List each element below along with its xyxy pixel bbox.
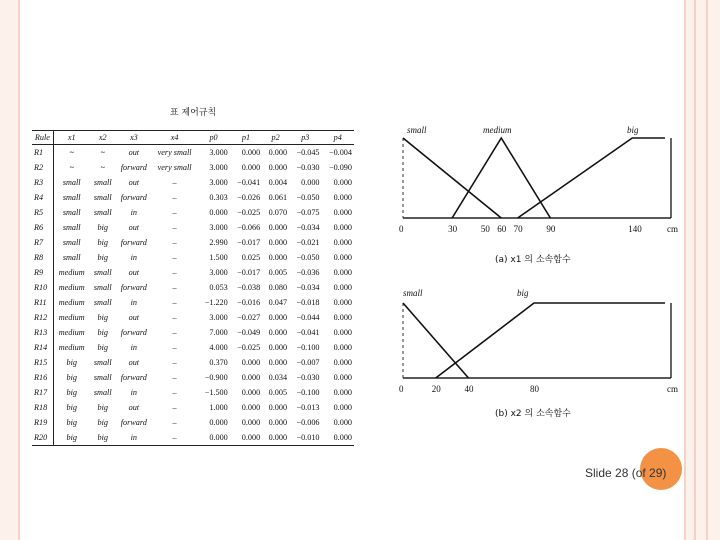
tick-label: 40 — [464, 384, 474, 394]
column-header: Rule — [32, 131, 53, 145]
table-cell: very small — [157, 163, 192, 172]
table-cell: – — [172, 373, 177, 382]
table-cell: 0.000 — [333, 373, 352, 382]
table-cell: – — [172, 193, 177, 202]
table-cell: 0.000 — [241, 373, 261, 382]
table-cell: big — [97, 238, 108, 247]
table-cell: 0.000 — [333, 358, 352, 367]
table-cell: – — [172, 268, 177, 277]
table-row — [32, 220, 354, 235]
table-cell: small — [93, 268, 112, 277]
tick-label: cm — [667, 224, 678, 234]
table-cell: medium — [58, 313, 85, 322]
table-cell: −0.013 — [296, 403, 320, 412]
table-cell: −0.050 — [296, 193, 320, 202]
table-cell: – — [172, 403, 177, 412]
slide-number: Slide 28 (of 29) — [585, 466, 667, 480]
table-cell: forward — [120, 193, 147, 202]
table-cell: ~ — [100, 163, 105, 172]
control-rules-table-figure — [30, 105, 356, 455]
table-cell: forward — [120, 163, 147, 172]
table-row — [32, 355, 354, 370]
table-cell: R4 — [32, 190, 53, 205]
table-row — [32, 280, 354, 295]
left-border-decoration — [0, 0, 20, 540]
table-cell: out — [128, 223, 140, 232]
column-header: p0 — [197, 131, 229, 145]
table-cell: 0.000 — [268, 223, 288, 232]
table-cell: – — [172, 298, 177, 307]
table-cell: 0.370 — [209, 358, 228, 367]
table-cell: forward — [120, 373, 147, 382]
column-header: x1 — [53, 131, 89, 145]
table-cell: 0.000 — [241, 388, 261, 397]
set-label-big: big — [517, 288, 529, 298]
table-cell: 3.000 — [209, 223, 228, 232]
table-cell: 0.000 — [333, 223, 352, 232]
table-cell: 0.000 — [333, 343, 352, 352]
membership-curve-small — [403, 138, 501, 218]
table-cell: 2.990 — [209, 238, 228, 247]
graph-caption: (b) x2 의 소속함수 — [495, 409, 571, 419]
tick-label: 20 — [431, 384, 441, 394]
table-cell: −0.025 — [237, 343, 261, 352]
table-cell: −0.030 — [296, 373, 320, 382]
table-cell: big — [66, 358, 77, 367]
table-cell: 0.025 — [241, 253, 261, 262]
table-cell: 0.080 — [268, 283, 288, 292]
table-cell: −0.016 — [237, 298, 261, 307]
table-row — [32, 265, 354, 280]
table-cell: small — [62, 253, 81, 262]
table-cell: – — [172, 388, 177, 397]
table-row — [32, 145, 354, 161]
table-cell: small — [62, 238, 81, 247]
table-cell: −0.044 — [296, 313, 320, 322]
table-cell: 0.000 — [333, 283, 352, 292]
table-cell: small — [62, 223, 81, 232]
table-cell: out — [128, 148, 140, 157]
table-cell: small — [93, 388, 112, 397]
table-cell: −0.004 — [328, 148, 352, 157]
table-cell: 0.000 — [262, 430, 289, 446]
table-cell: big — [97, 253, 108, 262]
table-cell: −0.021 — [296, 238, 320, 247]
table-cell: 0.000 — [268, 418, 288, 427]
table-cell: 1.000 — [209, 403, 228, 412]
table-cell: 0.000 — [241, 148, 261, 157]
table-cell: 0.004 — [268, 178, 288, 187]
table-cell: 0.000 — [197, 430, 229, 446]
table-caption: 표 제어규칙 — [169, 108, 217, 118]
tick-label: 140 — [628, 224, 642, 234]
table-cell: small — [62, 208, 81, 217]
table-cell: out — [128, 178, 140, 187]
membership-graph-a-svg — [395, 118, 685, 268]
table-cell: 0.000 — [241, 358, 261, 367]
table-row — [32, 190, 354, 205]
table-cell: – — [172, 283, 177, 292]
table-cell: – — [172, 358, 177, 367]
table-cell: – — [172, 253, 177, 262]
right-border-decoration — [684, 0, 720, 540]
table-row — [32, 295, 354, 310]
table-cell: 0.000 — [268, 313, 288, 322]
table-cell: – — [172, 238, 177, 247]
table-cell: 0.000 — [268, 328, 288, 337]
graph-caption: (a) x1 의 소속함수 — [495, 255, 571, 265]
column-header: p3 — [289, 131, 321, 145]
table-row — [32, 385, 354, 400]
table-cell: 0.000 — [333, 178, 352, 187]
table-cell: big — [90, 430, 116, 446]
table-cell: −0.026 — [237, 193, 261, 202]
table-cell: R16 — [32, 370, 53, 385]
table-cell: 3.000 — [209, 163, 228, 172]
table-cell: −0.050 — [296, 253, 320, 262]
table-cell: 0.000 — [322, 430, 354, 446]
table-cell: −0.025 — [237, 208, 261, 217]
table-cell: small — [93, 298, 112, 307]
table-cell: big — [66, 373, 77, 382]
table-cell: small — [93, 178, 112, 187]
table-row — [32, 310, 354, 325]
table-cell: R5 — [32, 205, 53, 220]
table-cell: out — [128, 358, 140, 367]
table-cell: −0.100 — [296, 388, 320, 397]
table-cell: 0.303 — [209, 193, 228, 202]
tick-label: 80 — [530, 384, 539, 394]
table-cell: medium — [58, 268, 85, 277]
membership-curve-small — [403, 303, 469, 378]
membership-graph-b — [395, 283, 685, 423]
column-header: p2 — [262, 131, 289, 145]
table-cell: 3.000 — [209, 178, 228, 187]
table-cell: small — [62, 193, 81, 202]
table-cell: R15 — [32, 355, 53, 370]
table-cell: big — [66, 388, 77, 397]
table-cell: – — [172, 178, 177, 187]
table-cell: in — [130, 388, 138, 397]
table-cell: R8 — [32, 250, 53, 265]
table-cell: R20 — [32, 430, 53, 446]
table-cell: 0.000 — [301, 178, 320, 187]
table-cell: – — [152, 430, 197, 446]
table-cell: R14 — [32, 340, 53, 355]
table-cell: −0.075 — [296, 208, 320, 217]
table-cell: R12 — [32, 310, 53, 325]
column-header: p1 — [230, 131, 262, 145]
table-cell: 0.000 — [333, 298, 352, 307]
table-cell: 0.000 — [268, 148, 288, 157]
table-cell: – — [172, 313, 177, 322]
table-cell: 0.053 — [209, 283, 228, 292]
table-cell: medium — [58, 283, 85, 292]
table-cell: 3.000 — [209, 313, 228, 322]
table-cell: 3.000 — [209, 148, 228, 157]
table-cell: 0.000 — [209, 208, 228, 217]
table-cell: −0.018 — [296, 298, 320, 307]
tick-label: 0 — [399, 224, 404, 234]
table-cell: 0.070 — [268, 208, 288, 217]
table-cell: big — [97, 343, 108, 352]
column-header: x4 — [152, 131, 197, 145]
table-cell: small — [93, 373, 112, 382]
table-row — [32, 205, 354, 220]
membership-graph-b-svg — [395, 283, 685, 423]
table-cell: small — [93, 208, 112, 217]
table-cell: R18 — [32, 400, 53, 415]
table-cell: −0.006 — [296, 418, 320, 427]
table-cell: – — [172, 343, 177, 352]
tick-label: 0 — [399, 384, 404, 394]
table-cell: forward — [120, 418, 147, 427]
table-cell: 0.000 — [230, 430, 262, 446]
table-cell: big — [53, 430, 89, 446]
table-cell: R1 — [32, 145, 53, 161]
table-cell: −0.100 — [296, 343, 320, 352]
table-cell: −0.045 — [296, 148, 320, 157]
table-row — [32, 175, 354, 190]
table-cell: −1.220 — [204, 298, 228, 307]
table-cell: −0.030 — [296, 163, 320, 172]
tick-label: 90 — [546, 224, 556, 234]
tick-label: 60 — [497, 224, 507, 234]
table-cell: big — [97, 223, 108, 232]
table-cell: in — [130, 343, 138, 352]
table-cell: big — [97, 313, 108, 322]
table-cell: out — [128, 313, 140, 322]
table-cell: −0.034 — [296, 223, 320, 232]
table-cell: 0.000 — [241, 403, 261, 412]
table-cell: 0.034 — [268, 373, 288, 382]
table-cell: small — [93, 193, 112, 202]
table-cell: big — [66, 403, 77, 412]
table-cell: small — [93, 358, 112, 367]
table-cell: big — [97, 403, 108, 412]
table-cell: 7.000 — [209, 328, 228, 337]
table-cell: 0.000 — [333, 238, 352, 247]
table-cell: ~ — [69, 163, 74, 172]
table-cell: 0.061 — [268, 193, 288, 202]
table-header-row — [32, 131, 354, 145]
table-cell: R2 — [32, 160, 53, 175]
table-cell: 0.000 — [333, 208, 352, 217]
table-cell: R11 — [32, 295, 53, 310]
column-header: p4 — [322, 131, 354, 145]
column-header: x2 — [90, 131, 116, 145]
table-cell: 0.000 — [241, 418, 261, 427]
table-row — [32, 325, 354, 340]
table-cell: 0.000 — [333, 313, 352, 322]
table-row — [32, 400, 354, 415]
table-cell: 0.000 — [333, 193, 352, 202]
table-cell: forward — [120, 328, 147, 337]
table-cell: 0.000 — [268, 163, 288, 172]
tick-label: cm — [667, 384, 678, 394]
right-border-stripe — [694, 0, 708, 540]
table-cell: in — [130, 298, 138, 307]
table-cell: −1.500 — [204, 388, 228, 397]
table-cell: R3 — [32, 175, 53, 190]
table-cell: R19 — [32, 415, 53, 430]
table-cell: 0.005 — [268, 388, 288, 397]
table-cell: 3.000 — [209, 268, 228, 277]
table-cell: −0.017 — [237, 268, 261, 277]
table-cell: −0.007 — [296, 358, 320, 367]
table-cell: −0.049 — [237, 328, 261, 337]
column-header: x3 — [116, 131, 152, 145]
table-cell: in — [116, 430, 152, 446]
set-label-big: big — [627, 125, 639, 135]
table-cell: – — [172, 223, 177, 232]
membership-curve-big — [518, 138, 665, 218]
table-cell: −0.027 — [237, 313, 261, 322]
table-cell: medium — [58, 343, 85, 352]
table-cell: in — [130, 253, 138, 262]
table-cell: forward — [120, 283, 147, 292]
set-label-medium: medium — [483, 125, 512, 135]
table-cell: −0.036 — [296, 268, 320, 277]
tick-label: 70 — [513, 224, 523, 234]
set-label-small: small — [403, 288, 423, 298]
table-cell: 0.000 — [268, 238, 288, 247]
table-row — [32, 250, 354, 265]
table-cell: R9 — [32, 265, 53, 280]
table-cell: −0.090 — [328, 163, 352, 172]
table-row — [32, 430, 354, 446]
table-cell: small — [62, 178, 81, 187]
table-cell: 0.000 — [268, 253, 288, 262]
tick-label: 30 — [448, 224, 458, 234]
table-cell: R13 — [32, 325, 53, 340]
table-cell: −0.066 — [237, 223, 261, 232]
table-row — [32, 370, 354, 385]
table-cell: – — [172, 418, 177, 427]
table-cell: – — [172, 208, 177, 217]
table-body — [32, 145, 354, 446]
table-cell: R7 — [32, 235, 53, 250]
table-cell: very small — [157, 148, 192, 157]
table-cell: 0.000 — [333, 418, 352, 427]
table-cell: 0.000 — [333, 268, 352, 277]
table-cell: – — [172, 328, 177, 337]
control-rules-table — [32, 130, 354, 446]
table-cell: −0.041 — [296, 328, 320, 337]
table-row — [32, 340, 354, 355]
table-cell: 4.000 — [209, 343, 228, 352]
table-cell: −0.041 — [237, 178, 261, 187]
table-cell: 0.000 — [268, 358, 288, 367]
table-cell: −0.038 — [237, 283, 261, 292]
table-cell: 0.047 — [268, 298, 288, 307]
table-cell: 0.000 — [268, 343, 288, 352]
table-cell: medium — [58, 328, 85, 337]
table-cell: out — [128, 268, 140, 277]
table-cell: −0.900 — [204, 373, 228, 382]
table-cell: −0.017 — [237, 238, 261, 247]
table-cell: small — [93, 283, 112, 292]
table-cell: medium — [58, 298, 85, 307]
set-label-small: small — [407, 125, 427, 135]
table-cell: big — [97, 418, 108, 427]
table-cell: big — [66, 418, 77, 427]
table-cell: R6 — [32, 220, 53, 235]
table-cell: −0.010 — [289, 430, 321, 446]
membership-graph-a — [395, 118, 685, 268]
table-cell: 0.000 — [241, 163, 261, 172]
table-cell: 0.000 — [333, 388, 352, 397]
table-cell: 0.000 — [268, 403, 288, 412]
table-cell: 0.000 — [333, 253, 352, 262]
table-row — [32, 415, 354, 430]
table-row — [32, 235, 354, 250]
table-cell: R10 — [32, 280, 53, 295]
table-cell: R17 — [32, 385, 53, 400]
table-cell: ~ — [100, 148, 105, 157]
table-cell: in — [130, 208, 138, 217]
table-cell: forward — [120, 238, 147, 247]
table-cell: 0.000 — [333, 403, 352, 412]
table-row — [32, 160, 354, 175]
tick-label: 50 — [480, 224, 490, 234]
table-cell: 0.000 — [333, 328, 352, 337]
table-cell: −0.034 — [296, 283, 320, 292]
membership-curve-big — [436, 303, 665, 378]
table-cell: 1.500 — [209, 253, 228, 262]
table-cell: out — [128, 403, 140, 412]
table-cell: ~ — [69, 148, 74, 157]
table-cell: 0.005 — [268, 268, 288, 277]
table-cell: 0.000 — [209, 418, 228, 427]
table-cell: big — [97, 328, 108, 337]
